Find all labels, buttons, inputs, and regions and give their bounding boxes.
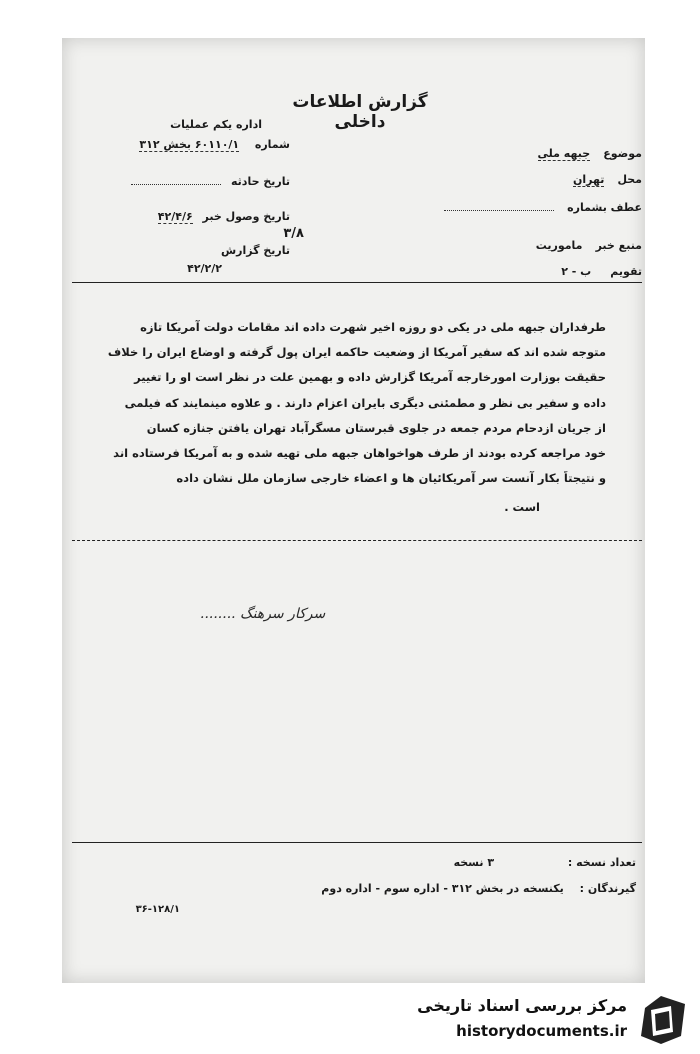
body-line: متوجه شده اند که سفیر آمریکا از وضعیت حاکمه ایران پول گرفته و اوضاع ایران را خلاف: [107, 345, 606, 359]
calendar-label: تقویم: [610, 265, 642, 278]
number-value: ۶۰۱۱۰/۱ بخش ۳۱۲: [139, 138, 240, 151]
calendar-value: ب - ۲: [561, 265, 592, 278]
field-location: [442, 168, 642, 187]
body-line: خود مراجعه کرده بودند از طرف هواخواهان جبهه ملی تهیه شده و به آمریکا فرستاده اند: [113, 446, 606, 460]
number-row: [139, 138, 290, 151]
header-divider: [72, 282, 642, 283]
copies-label: تعداد نسخه :: [567, 856, 636, 869]
incident-date-blank: [131, 184, 221, 185]
incident-date-row: [131, 175, 290, 188]
location-label: محل: [617, 173, 642, 186]
body-line: داده و سفیر بی نظر و مطمئنی دیگری بایران اعزام دارند . و علاوه مینمایند که فیلمی: [124, 396, 606, 410]
body-line: حقیقت بوزارت امورخارجه آمریکا گزارش داده و بهمین علت در نظر است او را تغییر: [134, 370, 606, 384]
recipients-value: یکنسخه در بخش ۳۱۲ - اداره سوم - اداره دوم: [321, 882, 564, 895]
field-source: [442, 234, 642, 253]
handwritten-signature: سرکار سرهنگ ........: [200, 606, 326, 622]
copies-value: ۳ نسخه: [453, 856, 495, 869]
body-line: و نتیجتاً بکار آنست سر آمریکائیان ها و اعضاء خارجی سازمان ملل نشان داده: [176, 471, 606, 485]
body-line: از جریان ازدحام مردم جمعه در جلوی قبرستان مسگرآباد تهران یافتن جنازه کسان: [146, 421, 606, 435]
received-date-value: ۴۲/۴/۶: [157, 210, 193, 223]
report-date-row: [193, 244, 290, 257]
report-date-label: تاریخ گزارش: [220, 244, 290, 257]
footer-divider: [72, 842, 642, 843]
source-label: منبع خبر: [595, 239, 642, 252]
subject-value: جبهه ملی: [537, 147, 591, 160]
watermark-url: historydocuments.ir: [456, 1022, 627, 1040]
reference-blank: [444, 210, 554, 211]
incident-date-label: تاریخ حادثه: [231, 175, 290, 188]
watermark-name: مرکز بررسی اسناد تاریخی: [417, 996, 627, 1015]
subject-label: موضوع: [603, 147, 642, 160]
received-date-row: [158, 210, 290, 223]
body-line: است .: [504, 500, 540, 514]
site-watermark: [408, 992, 693, 1048]
field-calendar: [442, 260, 642, 279]
report-date-value: ۴۲/۲/۲: [187, 262, 222, 275]
side-note: ۳/۸: [283, 226, 304, 241]
department-label: اداره یکم عملیات: [170, 118, 262, 131]
field-reference: [442, 196, 642, 215]
body-divider: [72, 540, 642, 541]
number-label: شماره: [254, 138, 290, 151]
document-title: گزارش اطلاعات داخلی: [292, 92, 428, 132]
recipients-row: [321, 882, 636, 895]
recipients-label: گیرندگان :: [579, 882, 636, 895]
archive-logo-icon: [633, 992, 689, 1048]
field-subject: [442, 142, 642, 161]
received-date-label: تاریخ وصول خبر: [202, 210, 290, 223]
location-value: تهران: [572, 173, 605, 186]
copies-row: [454, 856, 636, 869]
reference-label: عطف بشماره: [567, 201, 642, 214]
body-line: طرفداران جبهه ملی در یکی دو روزه اخیر شهرت داده اند مقامات دولت آمریکا تازه: [140, 320, 606, 334]
source-value: ماموریت: [535, 239, 583, 252]
file-code: ۳۶-۱۲۸/۱: [135, 904, 180, 915]
